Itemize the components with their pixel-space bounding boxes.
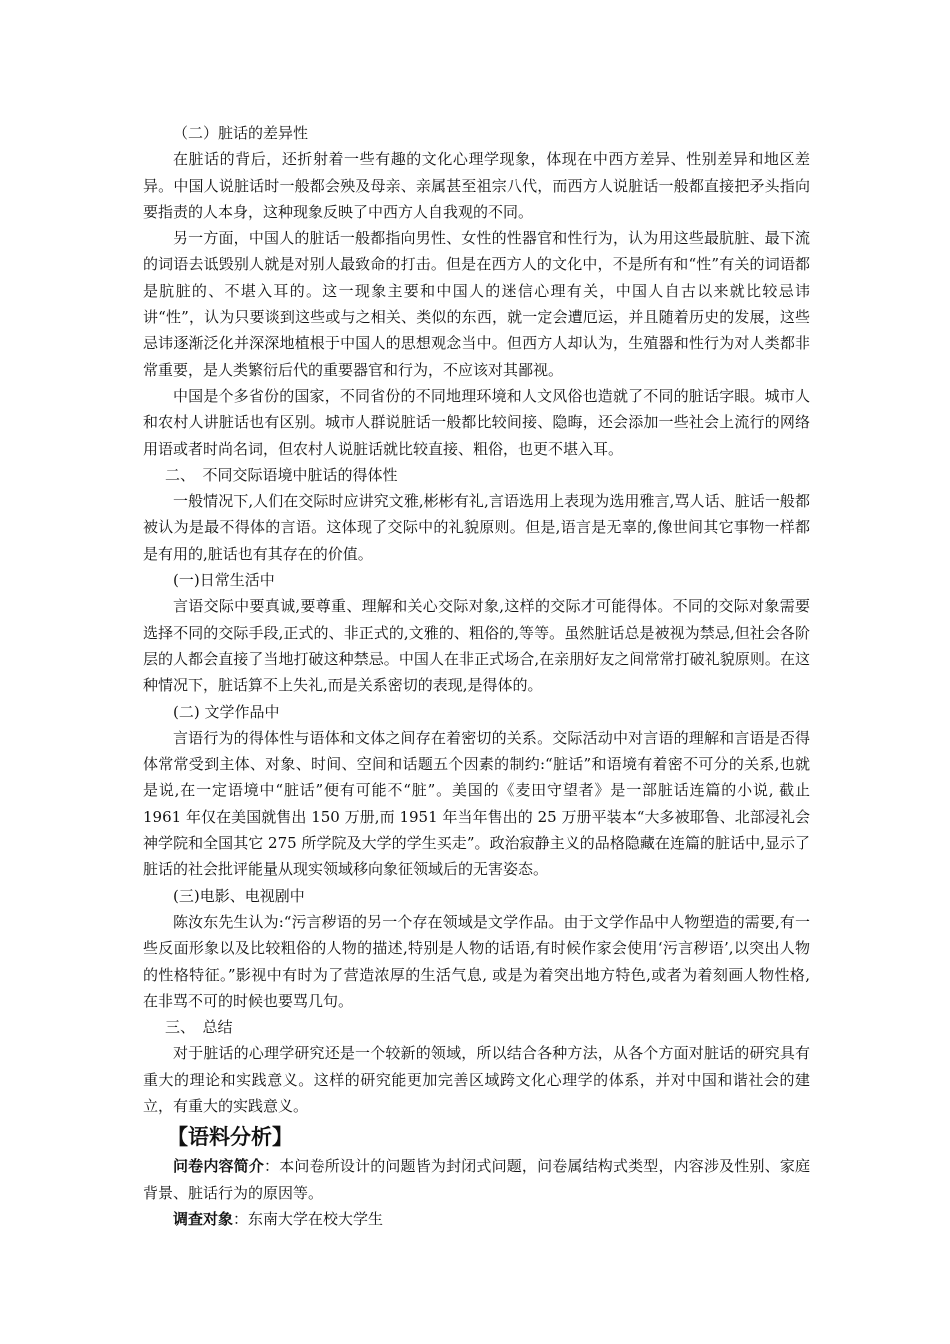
paragraph: 一般情况下,人们在交际时应讲究文雅,彬彬有礼,言语选用上表现为选用雅言,骂人话、脏话一般都被认为是最不得体的言语。这体现了交际中的礼貌原则。但是,语言是无辜的,像世间其它事物一样都是有用的,脏话也有其存在的价值。 xyxy=(143,492,810,563)
corpus-analysis-title: 【语料分析】 xyxy=(167,1125,293,1150)
subsection-heading-literature: (二) 文学作品中 xyxy=(173,702,280,721)
subsection-heading-daily-life: (一)日常生活中 xyxy=(173,571,275,590)
questionnaire-intro-label: 问卷内容简介 xyxy=(173,1157,265,1176)
survey-subjects xyxy=(143,1206,810,1232)
paragraph: 言语行为的得体性与语体和文体之间存在着密切的关系。交际活动中对言语的理解和言语是否得体常常受到主体、对象、时间、空间和话题五个因素的制约:“脏话”和语境有着密不可分的关系,也就是说,在一定语境中“脏话”便有可能不“脏”。美国的《麦田守望者》是一部脏话连篇的小说, 截止 1961 年仅在美国就售出 150 万册,而 1951 年当年售出的 25 万册平装本“大多被耶鲁、北部浸礼会神学院和全国其它 275 所学院及大学的学生买走”。政治寂静主义的品格隐藏在连篇的脏话中,显示了脏话的社会批评能量从现实领域移向象征领域后的无害姿态。 xyxy=(143,728,810,879)
subsection-heading-film-tv: (三)电影、电视剧中 xyxy=(173,886,305,905)
paragraph: 另一方面，中国人的脏话一般都指向男性、女性的性器官和性行为，认为用这些最肮脏、最下流的词语去诋毁别人就是对别人最致命的打击。但是在西方人的文化中，不是所有和“性”有关的词语都是肮脏的、不堪入耳的。这一现象主要和中国人的迷信心理有关，中国人自古以来就比较忌讳讲“性”，认为只要谈到这些或与之相关、类似的东西，就一定会遭厄运，并且随着历史的发展，这些忌讳逐渐泛化并深深地植根于中国人的思想观念当中。但西方人却认为，生殖器和性行为对人类都非常重要，是人类繁衍后代的重要器官和行为，不应该对其鄙视。 xyxy=(143,229,810,379)
document-page xyxy=(143,120,810,1232)
paragraph: 对于脏话的心理学研究还是一个较新的领域，所以结合各种方法，从各个方面对脏话的研究具有重大的理论和实践意义。这样的研究能更加完善区域跨文化心理学的体系，并对中国和谐社会的建立，有重大的实践意义。 xyxy=(143,1044,810,1115)
paragraph: 中国是个多省份的国家，不同省份的不同地理环境和人文风俗也造就了不同的脏话字眼。城市人和农村人讲脏话也有区别。城市人群说脏话一般都比较间接、隐晦，还会添加一些社会上流行的网络用语或者时尚名词，但农村人说脏话就比较直接、粗俗，也更不堪入耳。 xyxy=(143,386,810,458)
paragraph: 言语交际中要真诚,要尊重、理解和关心交际对象,这样的交际才可能得体。不同的交际对象需要选择不同的交际手段,正式的、非正式的,文雅的、粗俗的,等等。虽然脏话总是被视为禁忌,但社会各阶层的人都会直接了当地打破这种禁忌。中国人在非正式场合,在亲朋好友之间常常打破礼貌原则。在这种情况下，脏话算不上失礼,而是关系密切的表现,是得体的。 xyxy=(143,597,810,695)
questionnaire-intro xyxy=(143,1153,810,1206)
section-heading-appropriateness: 二、 不同交际语境中脏话的得体性 xyxy=(165,465,398,484)
survey-subjects-label: 调查对象 xyxy=(173,1209,234,1228)
paragraph: 在脏话的背后，还折射着一些有趣的文化心理学现象，体现在中西方差异、性别差异和地区差异。中国人说脏话时一般都会殃及母亲、亲属甚至祖宗八代，而西方人说脏话一般都直接把矛头指向要指责的人本身，这种现象反映了中西方人自我观的不同。 xyxy=(143,150,810,221)
questionnaire-intro-text: ：本问卷所设计的问题皆为封闭式问题，问卷属结构式类型，内容涉及性别、家庭背景、脏话行为的原因等。 xyxy=(143,1157,810,1202)
paragraph: 陈汝东先生认为:“污言秽语的另一个存在领域是文学作品。由于文学作品中人物塑造的需要,有一些反面形象以及比较粗俗的人物的描述,特别是人物的话语,有时候作家会使用‘污言秽语’,以突出人物的性格特征。”影视中有时为了营造浓厚的生活气息, 或是为着突出地方特色,或者为着刻画人物性格, 在非骂不可的时候也要骂几句。 xyxy=(143,912,810,1010)
section-heading-summary: 三、 总结 xyxy=(165,1018,233,1037)
subsection-heading-differences: （二）脏话的差异性 xyxy=(173,124,309,142)
survey-subjects-text: ：东南大学在校大学生 xyxy=(233,1209,384,1228)
